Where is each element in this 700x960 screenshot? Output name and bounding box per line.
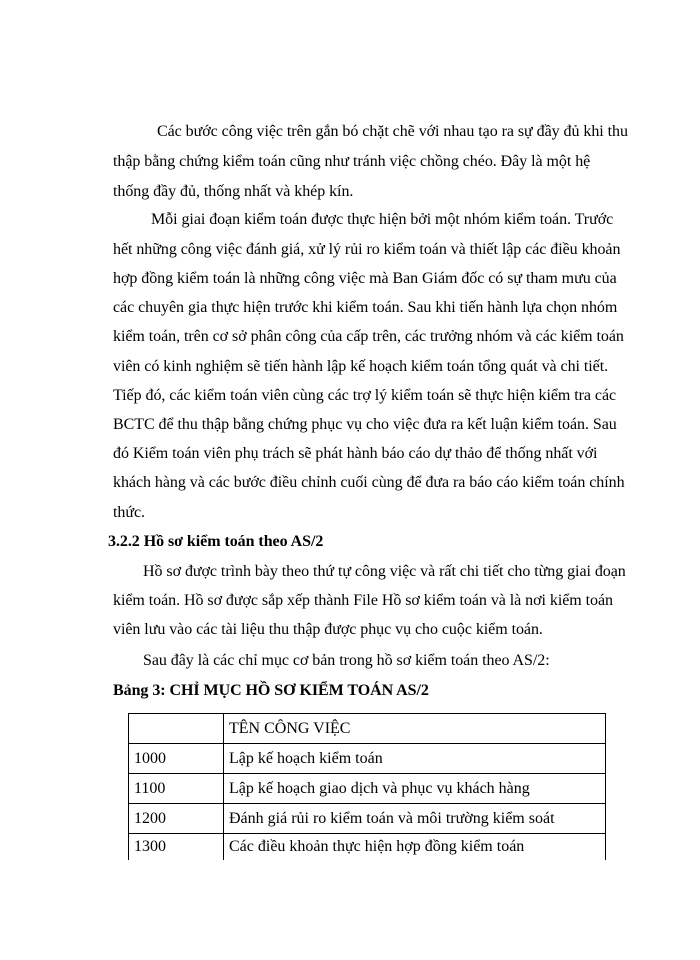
- table-header-row: [129, 714, 606, 744]
- table-cell-name: Các điều khoản thực hiện hợp đồng kiểm toán: [224, 834, 606, 861]
- table-cell-name: Lập kế hoạch kiểm toán: [224, 744, 606, 774]
- table-header-name: TÊN CÔNG VIỆC: [224, 714, 606, 744]
- paragraph-2-line-1: Mỗi giai đoạn kiểm toán được thực hiện bởi một nhóm kiểm toán. Trước: [151, 211, 614, 228]
- table-cell-name: Đánh giá rủi ro kiểm toán và môi trường kiểm soát: [224, 804, 606, 834]
- table-row: [129, 744, 606, 774]
- table-cell-code: 1100: [129, 774, 224, 804]
- paragraph-2-line-6: viên có kinh nghiệm sẽ tiến hành lập kế hoạch kiểm toán tổng quát và chi tiết.: [113, 358, 609, 375]
- paragraph-2-line-9: đó Kiểm toán viên phụ trách sẽ phát hành báo cáo dự thảo để thống nhất với: [113, 445, 598, 462]
- paragraph-1-line-2: thập bằng chứng kiểm toán cũng như tránh việc chồng chéo. Đây là một hệ: [113, 153, 591, 170]
- paragraph-3-line-3: viên lưu vào các tài liệu thu thập được phục vụ cho cuộc kiểm toán.: [113, 621, 543, 638]
- paragraph-2-line-2: hết những công việc đánh giá, xử lý rủi ro kiểm toán và thiết lập các điều khoản: [113, 241, 621, 258]
- table-row: [129, 804, 606, 834]
- table-cell-name: Lập kế hoạch giao dịch và phục vụ khách hàng: [224, 774, 606, 804]
- table-row: [129, 834, 606, 861]
- section-heading: 3.2.2 Hồ sơ kiểm toán theo AS/2: [108, 533, 324, 550]
- paragraph-3-line-1: Hồ sơ được trình bày theo thứ tự công việc và rất chi tiết cho từng giai đoạn: [143, 563, 626, 580]
- paragraph-2-line-7: Tiếp đó, các kiểm toán viên cùng các trợ lý kiểm toán sẽ thực hiện kiểm tra các: [113, 387, 617, 404]
- paragraph-1-line-1: Các bước công việc trên gắn bó chặt chẽ với nhau tạo ra sự đầy đủ khi thu: [157, 123, 628, 140]
- table-cell-code: 1200: [129, 804, 224, 834]
- paragraph-2-line-3: hợp đồng kiểm toán là những công việc mà Ban Giám đốc có sự tham mưu của: [113, 270, 617, 287]
- table-row: [129, 774, 606, 804]
- paragraph-2-line-8: BCTC để thu thập bằng chứng phục vụ cho việc đưa ra kết luận kiểm toán. Sau: [113, 416, 617, 433]
- table-header-code: [129, 714, 224, 744]
- paragraph-2-line-11: thức.: [113, 504, 145, 521]
- table-cell-code: 1300: [129, 834, 224, 861]
- paragraph-4: Sau đây là các chỉ mục cơ bản trong hồ sơ kiểm toán theo AS/2:: [143, 652, 550, 669]
- audit-index-table: [128, 713, 606, 860]
- paragraph-3-line-2: kiểm toán. Hồ sơ được sắp xếp thành File Hồ sơ kiểm toán và là nơi kiểm toán: [113, 592, 613, 609]
- paragraph-2-line-4: các chuyên gia thực hiện trước khi kiểm toán. Sau khi tiến hành lựa chọn nhóm: [113, 299, 618, 316]
- paragraph-2-line-5: kiểm toán, trên cơ sở phân công của cấp trên, các trưởng nhóm và các kiểm toán: [113, 328, 624, 345]
- table-caption: Bảng 3: CHỈ MỤC HỒ SƠ KIỂM TOÁN AS/2: [113, 682, 429, 699]
- table-cell-code: 1000: [129, 744, 224, 774]
- paragraph-2-line-10: khách hàng và các bước điều chỉnh cuối cùng để đưa ra báo cáo kiểm toán chính: [113, 474, 625, 491]
- paragraph-1-line-3: thống đầy đủ, thống nhất và khép kín.: [113, 183, 354, 200]
